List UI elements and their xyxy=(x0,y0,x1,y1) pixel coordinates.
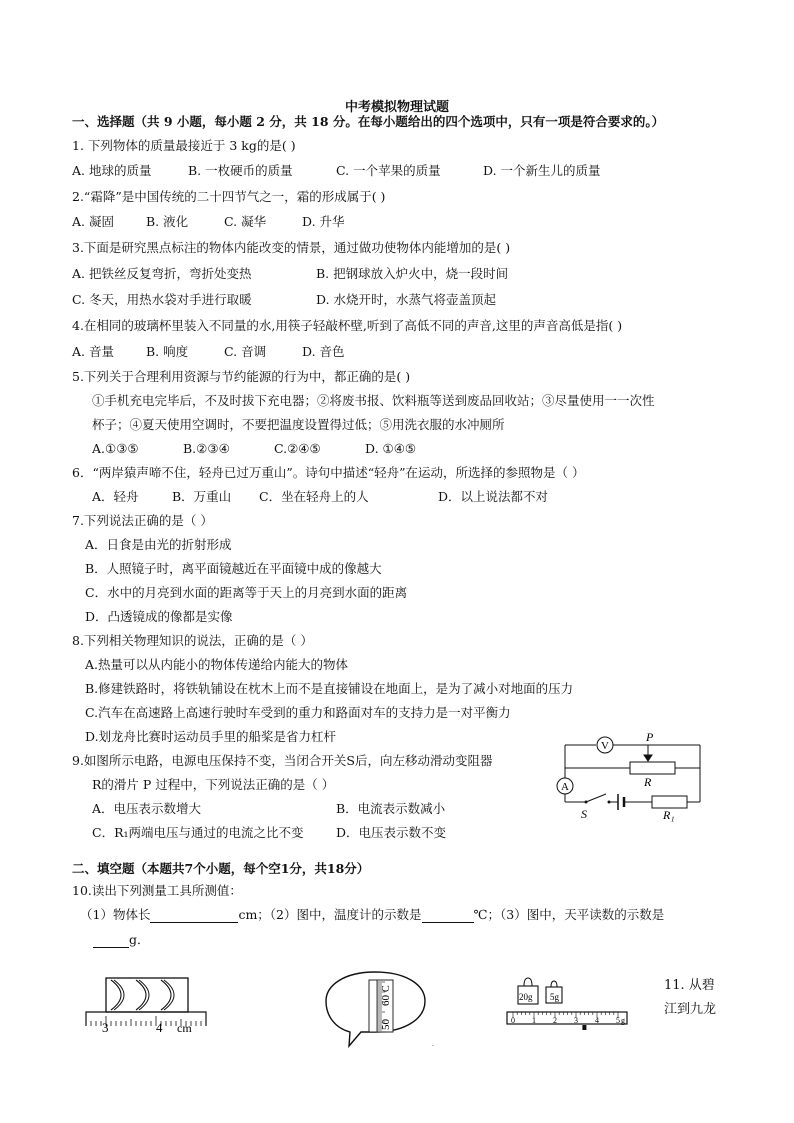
q2-option-a: A. 凝固 xyxy=(72,214,114,229)
q9-stem-line-2: R的滑片 P 过程中，下列说法正确的是（ ） xyxy=(92,777,335,792)
q4-option-d: D. 音色 xyxy=(302,344,345,359)
q1-stem: 1. 下列物体的质量最接近于 3 kg的是( ) xyxy=(72,138,296,153)
q9-option-a: A．电压表示数增大 xyxy=(92,801,202,816)
q11-line-2: 江到九龙 xyxy=(664,1002,717,1017)
q10-part-2-text: cm；（2）图中，温度计的示数是 xyxy=(238,907,422,922)
q3-stem: 3.下面是研究黑点标注的物体内能改变的情景，通过做功使物体内能增加的是( ) xyxy=(72,240,511,255)
q1-option-c: C. 一个苹果的质量 xyxy=(336,163,441,178)
ammeter-label: A xyxy=(561,781,569,793)
q10-stem: 10.读出下列测量工具所测值： xyxy=(72,883,242,898)
q9-circuit-diagram xyxy=(548,728,708,822)
q5-option-a: A.①③⑤ xyxy=(92,441,139,456)
q7-stem: 7.下列说法正确的是（ ） xyxy=(72,513,213,528)
q4-option-b: B. 响度 xyxy=(146,344,189,359)
q10-part-3-text: ℃；（3）图中，天平读数的示数是 xyxy=(473,907,665,922)
q8-option-c: C.汽车在高速路上高速行驶时车受到的重力和路面对车的支持力是一对平衡力 xyxy=(85,705,511,720)
q2-option-c: C. 凝华 xyxy=(224,214,267,229)
slider-p-label: P xyxy=(646,730,654,744)
q10-part-4-text: g． xyxy=(129,932,150,947)
q5-option-b: B.②③④ xyxy=(183,441,230,456)
weight-20g-label: 20g xyxy=(519,992,533,1002)
q3-option-c: C. 冬天，用热水袋对手进行取暖 xyxy=(72,292,252,307)
q8-stem: 8.下列相关物理知识的说法，正确的是（ ） xyxy=(72,633,313,648)
q9-option-d: D．电压表示数不变 xyxy=(336,825,447,840)
q2-option-b: B. 液化 xyxy=(146,214,189,229)
length-answer-blank[interactable] xyxy=(150,909,238,923)
ruler-tick-3: 3 xyxy=(102,1020,109,1035)
q1-option-a: A. 地球的质量 xyxy=(72,163,152,178)
q6-option-d: D．以上说法都不对 xyxy=(438,489,549,504)
thermometer-unit: C xyxy=(381,985,392,992)
q9-option-b: B．电流表示数减小 xyxy=(336,801,446,816)
balance-scale-label: 0 xyxy=(511,1016,515,1025)
q3-option-d: D. 水烧开时，水蒸气将壶盖顶起 xyxy=(316,292,497,307)
q4-option-c: C. 音调 xyxy=(224,344,267,359)
page-title: 中考模拟物理试题 xyxy=(344,100,449,115)
q2-option-d: D. 升华 xyxy=(302,214,345,229)
voltmeter-label: V xyxy=(601,740,609,752)
balance-scale-label: 4 xyxy=(595,1016,599,1025)
mass-answer-blank[interactable] xyxy=(93,934,129,948)
q5-option-d: D. ①④⑤ xyxy=(365,441,417,456)
q5-stem: 5.下列关于合理利用资源与节约能源的行为中，都正确的是( ) xyxy=(72,369,411,384)
thermometer-figure xyxy=(323,968,428,1050)
q8-option-a: A.热量可以从内能小的物体传递给内能大的物体 xyxy=(85,657,349,672)
q3-option-a: A. 把铁丝反复弯折，弯折处变热 xyxy=(72,266,252,281)
q6-option-a: A．轻舟 xyxy=(92,489,139,504)
q5-option-c: C.②④⑤ xyxy=(274,441,321,456)
ruler-figure xyxy=(84,970,214,1036)
q1-option-d: D. 一个新生儿的质量 xyxy=(483,163,601,178)
q10-mass-line xyxy=(93,932,150,948)
balance-figure xyxy=(505,970,630,1034)
ruler-unit: cm xyxy=(177,1021,192,1035)
q6-option-b: B．万重山 xyxy=(172,489,232,504)
rheostat-r-label: R xyxy=(644,775,652,789)
thermometer-label-50: 50 xyxy=(380,1019,392,1030)
switch-s-label: S xyxy=(581,807,587,821)
q7-option-c: C．水中的月亮到水面的距离等于天上的月亮到水面的距离 xyxy=(85,585,408,600)
q1-option-b: B. 一枚硬币的质量 xyxy=(188,163,293,178)
q3-option-b: B. 把钢球放入炉火中，烧一段时间 xyxy=(316,266,509,281)
balance-scale-label: 3 xyxy=(574,1016,578,1025)
q6-option-c: C．坐在轻舟上的人 xyxy=(259,489,369,504)
small-dot-mark: · xyxy=(432,1043,434,1050)
q8-option-b: B.修建铁路时，将铁轨铺设在枕木上而不是直接铺设在地面上，是为了减小对地面的压力 xyxy=(85,681,574,696)
q11-line-1: 11. 从碧 xyxy=(664,978,715,993)
q5-statement-line-2: 杯子；④夏天使用空调时，不要把温度设置得过低；⑤用洗衣服的水冲厕所 xyxy=(92,417,505,432)
q7-option-b: B．人照镜子时，离平面镜越近在平面镜中成的像越大 xyxy=(85,561,382,576)
q7-option-d: D．凸透镜成的像都是实像 xyxy=(85,609,233,624)
q5-statement-line-1: ①手机充电完毕后，不及时拔下充电器；②将废书报、饮料瓶等送到废品回收站；③尽量使用一一次性 xyxy=(92,393,655,408)
resistor-r1-label: R₁ xyxy=(663,808,675,822)
weight-5g-label: 5g xyxy=(550,992,559,1002)
q9-stem-line-1: 9.如图所示电路，电源电压保持不变，当闭合开关S后，向左移动滑动变阻器 xyxy=(72,753,493,768)
q6-stem: 6．“两岸猿声啼不住，轻舟已过万重山”。诗句中描述“轻舟”在运动，所选择的参照物是（ ） xyxy=(72,465,585,480)
q2-stem: 2.“霜降”是中国传统的二十四节气之一，霜的形成属于( ) xyxy=(72,189,386,204)
section-2-heading: 二、填空题（本题共7个小题，每个空1分，共18分） xyxy=(72,861,370,876)
q4-stem: 4.在相同的玻璃杯里装入不同量的水,用筷子轻敲杯壁,听到了高低不同的声音,这里的声音高低是指( ) xyxy=(72,318,623,333)
q8-option-d: D.划龙舟比赛时运动员手里的船桨是省力杠杆 xyxy=(85,729,337,744)
q10-part-1-text: （1）物体长 xyxy=(80,907,151,922)
q9-option-c: C．R₁两端电压与通过的电流之比不变 xyxy=(92,825,304,840)
ruler-tick-4: 4 xyxy=(156,1020,163,1035)
balance-scale-label: 2 xyxy=(553,1016,557,1025)
q7-option-a: A．日食是由光的折射形成 xyxy=(85,537,232,552)
balance-scale-label: 1 xyxy=(532,1016,536,1025)
thermometer-label-60: 60 xyxy=(380,995,392,1006)
balance-rider xyxy=(582,1025,586,1030)
section-1-heading: 一、选择题（共 9 小题，每小题 2 分，共 18 分。在每小题给出的四个选项中，只有一项是符合要求的。） xyxy=(72,114,665,129)
q4-option-a: A. 音量 xyxy=(72,344,114,359)
balance-scale-unit: g xyxy=(621,1016,625,1025)
q10-blanks-line xyxy=(80,907,664,923)
balance-scale-label: 5 xyxy=(616,1016,620,1025)
temperature-answer-blank[interactable] xyxy=(422,909,474,923)
